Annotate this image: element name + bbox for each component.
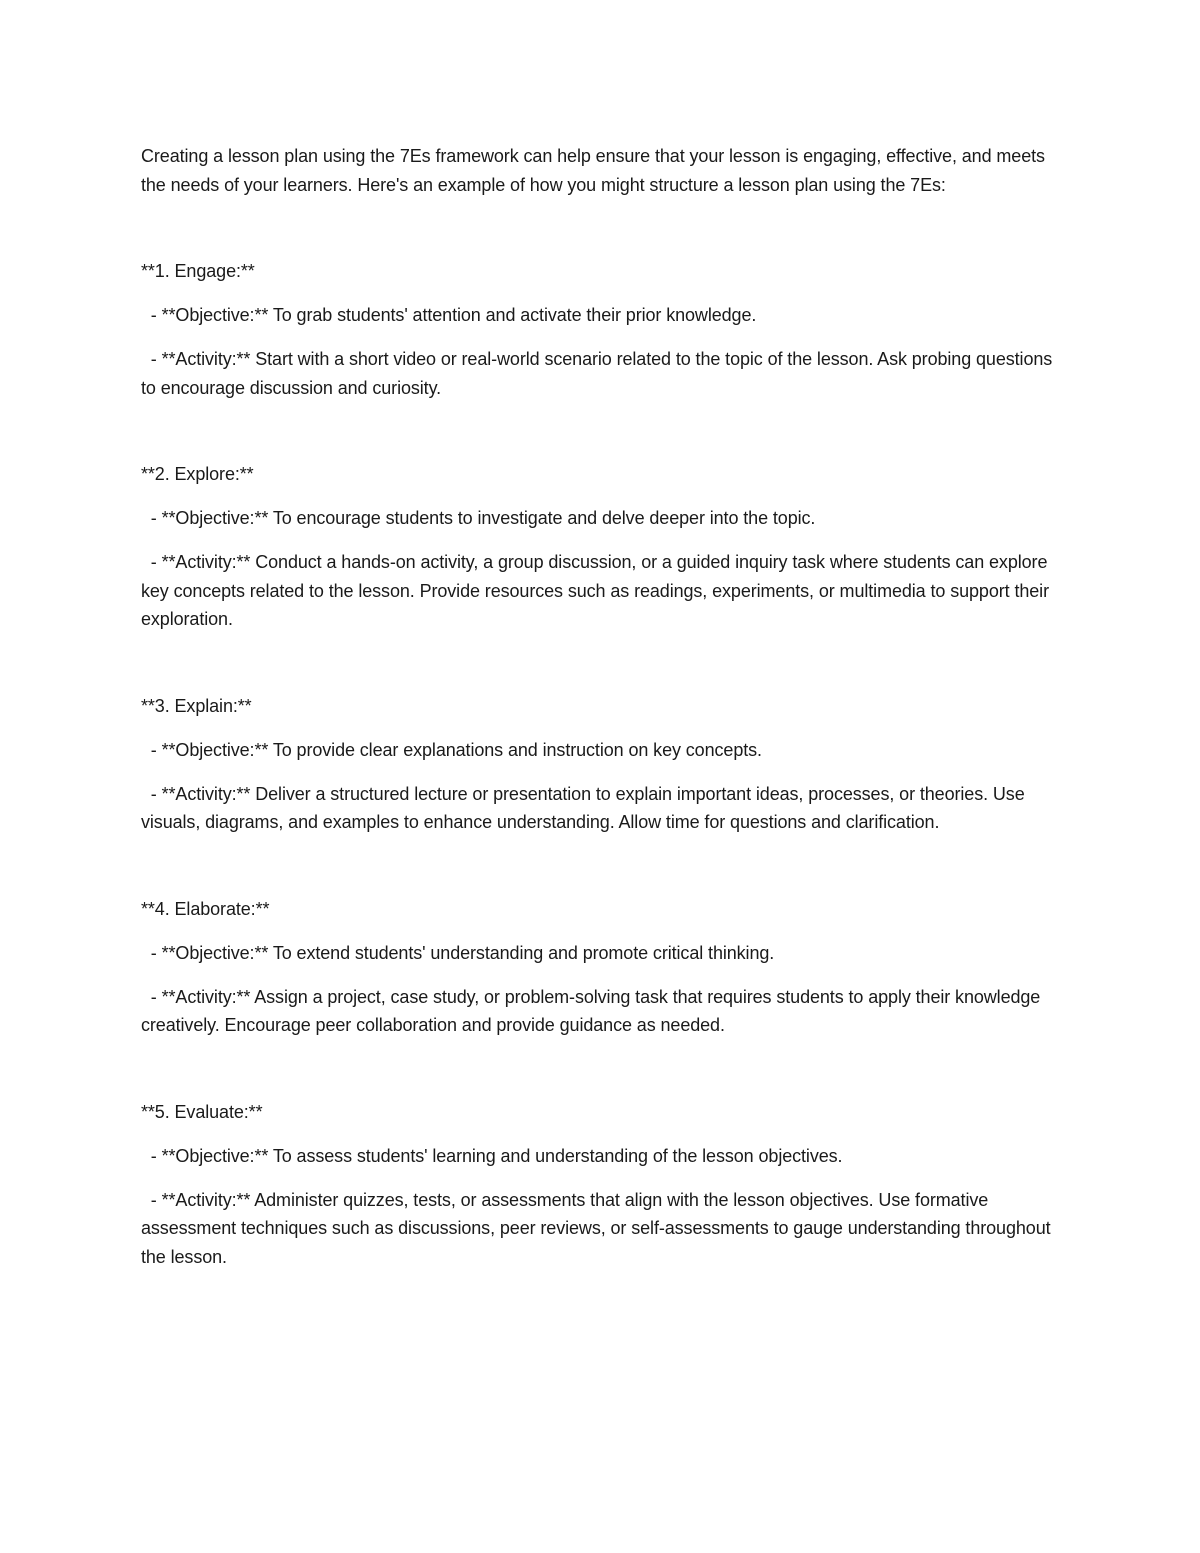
bullet-dash: -: [141, 986, 162, 1007]
activity-item: [141, 780, 1061, 837]
objective-text: **Objective:** To extend students' understanding and promote critical thinking.: [161, 942, 775, 963]
spacer: [141, 402, 1061, 460]
objective-item: [141, 736, 1061, 765]
objective-item: [141, 1142, 1061, 1171]
spacer: [141, 199, 1061, 257]
spacer: [141, 720, 1061, 736]
section-explore: [141, 460, 1061, 634]
objective-text: **Objective:** To assess students' learning and understanding of the lesson objectives.: [161, 1145, 843, 1166]
bullet-dash: -: [141, 1189, 162, 1210]
section-heading: **4. Elaborate:**: [141, 898, 270, 919]
section-heading: **2. Explore:**: [141, 464, 254, 484]
bullet-dash: -: [141, 508, 162, 528]
spacer: [141, 764, 1061, 780]
activity-text: **Activity:** Conduct a hands-on activity, a group discussion, or a guided inquiry task where students can explore key concepts related to the lesson. Provide resources such as readings, experiments, or multimedia to support their exploration.: [141, 552, 1049, 629]
spacer: [141, 330, 1061, 346]
activity-text: **Activity:** Start with a short video or real-world scenario related to the topic of the lesson. Ask probing questions to encourage discussion and curiosity.: [141, 349, 1053, 398]
section-engage: [141, 257, 1061, 402]
activity-text: **Activity:** Deliver a structured lecture or presentation to explain important ideas, processes, or theories. Use visuals, diagrams, and examples to enhance understanding. Allow time for questions and clarification.: [141, 783, 1025, 832]
objective-text: **Objective:** To provide clear explanations and instruction on key concepts.: [161, 739, 762, 760]
activity-text: **Activity:** Administer quizzes, tests, or assessments that align with the lesson objectives. Use formative assessment techniques such as discussions, peer reviews, or self-assessments to gauge understanding throughout the lesson.: [141, 1189, 1051, 1267]
activity-item: [141, 983, 1061, 1040]
spacer: [141, 634, 1061, 692]
objective-item: [141, 504, 1061, 533]
spacer: [141, 1170, 1061, 1186]
objective-text: **Objective:** To grab students' attention and activate their prior knowledge.: [161, 305, 757, 325]
activity-item: [141, 345, 1061, 402]
section-heading: **5. Evaluate:**: [141, 1101, 263, 1122]
intro-paragraph: Creating a lesson plan using the 7Es framework can help ensure that your lesson is engaging, effective, and meets the needs of your learners. Here's an example of how you might structure a lesson plan using the 7Es:: [141, 146, 1045, 195]
spacer: [141, 923, 1061, 939]
activity-item: [141, 548, 1061, 634]
bullet-dash: -: [141, 783, 162, 804]
activity-text: **Activity:** Assign a project, case study, or problem-solving task that requires students to apply their knowledge creatively. Encourage peer collaboration and provide guidance as needed.: [141, 986, 1041, 1035]
bullet-dash: -: [141, 1145, 162, 1166]
section-elaborate: [141, 895, 1061, 1040]
section-heading: **1. Engage:**: [141, 261, 255, 281]
document-body: [141, 142, 1061, 1271]
bullet-dash: -: [141, 349, 162, 369]
objective-item: [141, 939, 1061, 968]
section-evaluate: [141, 1098, 1061, 1272]
objective-text: **Objective:** To encourage students to investigate and delve deeper into the topic.: [161, 508, 816, 528]
bullet-dash: -: [141, 739, 162, 760]
bullet-dash: -: [141, 552, 162, 572]
bullet-dash: -: [141, 305, 162, 325]
objective-item: [141, 301, 1061, 330]
spacer: [141, 489, 1061, 505]
bullet-dash: -: [141, 942, 162, 963]
spacer: [141, 837, 1061, 895]
section-heading: **3. Explain:**: [141, 695, 252, 716]
section-explain: [141, 692, 1061, 837]
spacer: [141, 1126, 1061, 1142]
activity-item: [141, 1186, 1061, 1272]
spacer: [141, 286, 1061, 302]
spacer: [141, 967, 1061, 983]
spacer: [141, 1040, 1061, 1098]
spacer: [141, 533, 1061, 549]
